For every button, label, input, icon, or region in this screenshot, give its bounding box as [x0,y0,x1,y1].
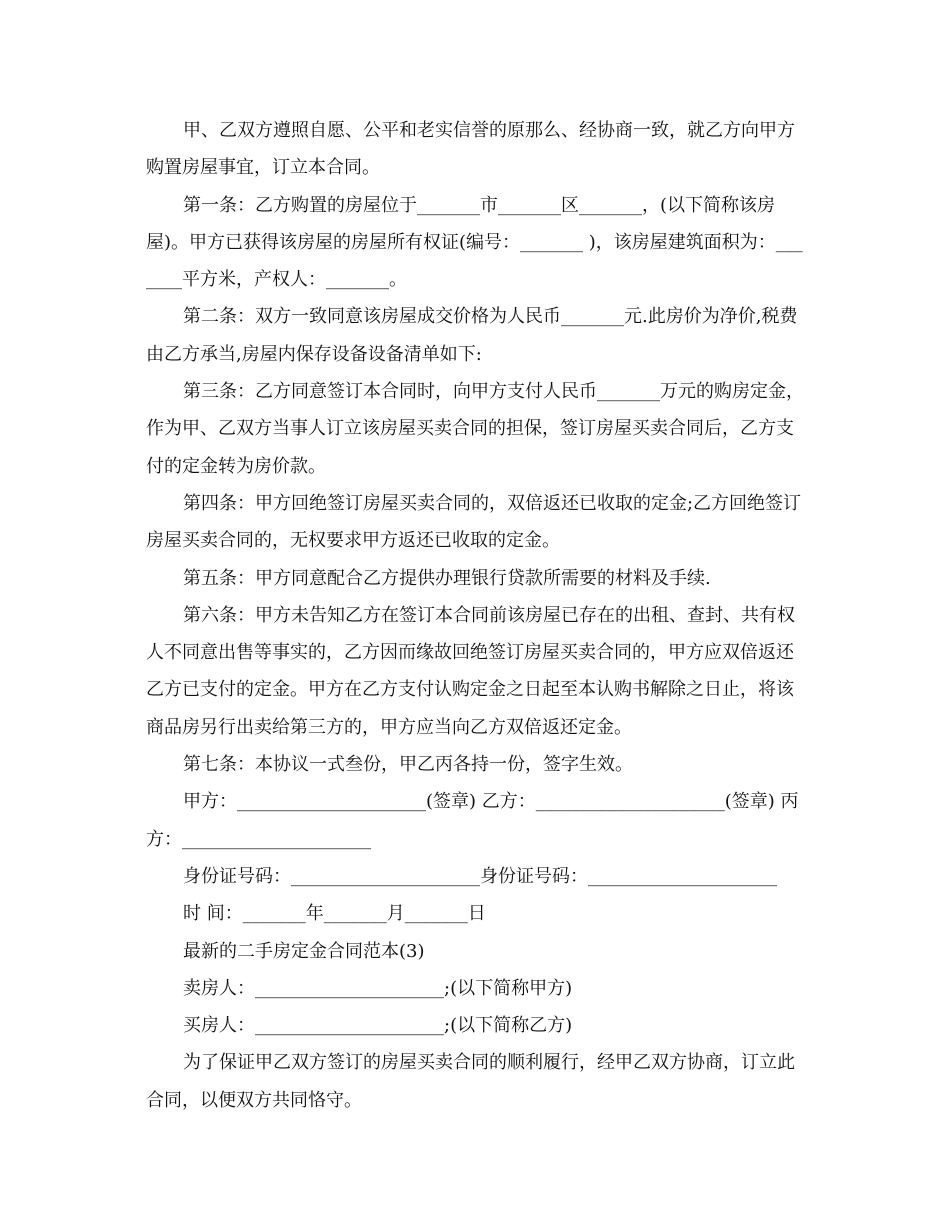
article-6-paragraph: 第六条：甲方未告知乙方在签订本合同前该房屋已存在的出租、查封、共有权人不同意出售等事实的，乙方因而缘故回绝签订房屋买卖合同的，甲方应双倍返还乙方已支付的定金。甲方在乙方支付认购定金之日起至本认购书解除之日止，将该商品房另行出卖给第三方的，甲方应当向乙方双倍返还定金。 [146,604,795,738]
document-page [146,112,806,1119]
date-line: 时 间：_______年_______月_______日 [183,903,486,925]
article-5-paragraph: 第五条：甲方同意配合乙方提供办理银行贷款所需要的材料及手续. [183,567,711,589]
section-title: 最新的二手房定金合同范本(3) [183,940,425,962]
article-3-paragraph: 第三条：乙方同意签订本合同时，向甲方支付人民币_______万元的购房定金，作为甲、乙双方当事人订立该房屋买卖合同的担保，签订房屋买卖合同后，乙方支付的定金转为房价款。 [146,381,804,477]
article-2-paragraph: 第二条：双方一致同意该房屋成交价格为人民币_______元.此房价为净价,税费由乙方承当,房屋内保存设备设备清单如下: [146,306,798,365]
intro-paragraph: 甲、乙双方遵照自愿、公平和老实信誉的原那么、经协商一致，就乙方向甲方购置房屋事宜，订立本合同。 [146,120,795,179]
seller-line: 卖房人：_____________________;(以下简称甲方) [183,977,573,999]
article-4-paragraph: 第四条：甲方回绝签订房屋买卖合同的，双倍返还已收取的定金;乙方回绝签订房屋买卖合同的，无权要求甲方返还已收取的定金。 [146,492,802,552]
signature-line: 甲方：_____________________(签章) 乙方：_____________________(签章) 丙方：_____________________ [146,791,799,850]
article-7-paragraph: 第七条：本协议一式叁份，甲乙丙各持一份，签字生效。 [183,754,633,776]
id-number-line: 身份证号码：_____________________身份证号码：_____________________ [183,865,777,887]
article-1-paragraph: 第一条：乙方购置的房屋位于_______市_______区_______，(以下简称该房屋)。甲方已获得该房屋的房屋所有权证(编号：_______ )，该房屋建筑面积为：_______平方米，产权人：_______。 [146,194,803,291]
buyer-line: 买房人：_____________________;(以下简称乙方) [183,1015,573,1037]
purpose-paragraph: 为了保证甲乙双方签订的房屋买卖合同的顺利履行，经甲乙双方协商，订立此合同，以便双方共同恪守。 [146,1052,795,1111]
